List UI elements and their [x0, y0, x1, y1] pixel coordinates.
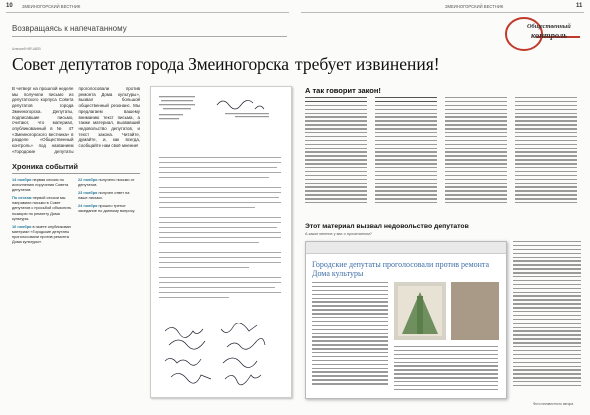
deputies-signatures: [161, 323, 281, 393]
chronicle-entry: 23 ноября получен ответ на наше письмо.: [78, 190, 130, 201]
right-text-column: [513, 241, 581, 389]
clipping-headline: Городские депутаты проголосовали против ремонта Дома культуры: [312, 260, 490, 278]
page-header-left: ЗМЕИНОГОРСКИЙ ВЕСТНИК: [22, 4, 81, 9]
chronicle-entry: По итогам первой сессии мы направили письмо в Совет депутатов с просьбой объяснить позицию по ремонту Дома культуры.: [12, 195, 72, 221]
clipping-photo-2: [451, 282, 499, 340]
headline-left: Совет депутатов города Змеиногорска: [12, 54, 289, 74]
chronicle-entry: 22 ноября получено письмо от депутатов.: [78, 177, 135, 188]
newspaper-clipping: [305, 241, 507, 399]
material-subtitle: А какое мнение у вас о прочитанном?: [305, 232, 372, 236]
chronicle-column-2: [78, 177, 140, 247]
handwritten-note: [215, 95, 275, 119]
page-header-right: ЗМЕИНОГОРСКИЙ ВЕСТНИК: [445, 4, 504, 9]
chronicle-title: Хроника событий: [12, 162, 140, 174]
clipping-text-2: [394, 346, 498, 393]
header-rule: [301, 12, 584, 13]
chronicle-entry: 16 ноября в газете опубликован материал «Городские депутаты проголосовали против ремонта Дома культуры».: [12, 223, 71, 245]
chronicle-entry: 24 ноября прошло третье заседание по данному вопросу.: [78, 203, 136, 214]
header-rule: [6, 12, 289, 13]
chronicle-entry: 14 ноября первая сессия по исполнению поручения Совета депутатов.: [12, 177, 69, 193]
clipping-text: [312, 282, 388, 387]
lead-text: [12, 86, 140, 154]
clipping-header-strip: [306, 242, 506, 254]
author-byline: Алексей НЕЧАЕВ: [12, 47, 41, 51]
right-page: [295, 0, 590, 415]
page-number-left: 10: [6, 3, 13, 9]
page-number-right: 11: [576, 3, 583, 9]
lead-paragraph: В четверг на прошлой неделе мы получили письмо из депутатского корпуса Совета депутатов города Змеиногорска. Депутаты, подписавшие письмо, считают, что материал, опубликованный в № 47 «Змеиногорского вестника» в разделе «Общественный контроль» под названием «Городские депутаты проголосовали против ремонта Дома культуры», вызвал большой общественный резонанс. Мы предлагаем вашему вниманию текст письма, а также материал, вызвавший недовольство депутатов, и текст закона. Читайте, думайте, и, как всегда, сообщайте нам своё мнение!: [12, 86, 140, 154]
logo-text-line2: контроль: [531, 30, 568, 40]
section-rule: [12, 36, 287, 37]
law-section-title: А так говорит закон!: [305, 86, 381, 95]
photo-caption: Фото неизвестного автора: [533, 402, 574, 406]
material-title: Этот материал вызвал недовольство депутатов: [305, 223, 469, 230]
law-text: [305, 97, 580, 207]
chronicle-box: [12, 162, 140, 362]
chronicle-column-1: [12, 177, 74, 247]
section-title: Возвращаясь к напечатанному: [12, 24, 127, 33]
clipping-photo: [394, 282, 446, 340]
logo-text-line1: Общественный: [527, 23, 571, 30]
letterhead-stamp: [157, 93, 201, 127]
deputies-letter-scan: [150, 86, 292, 398]
headline-right: требует извинения!: [295, 54, 440, 74]
